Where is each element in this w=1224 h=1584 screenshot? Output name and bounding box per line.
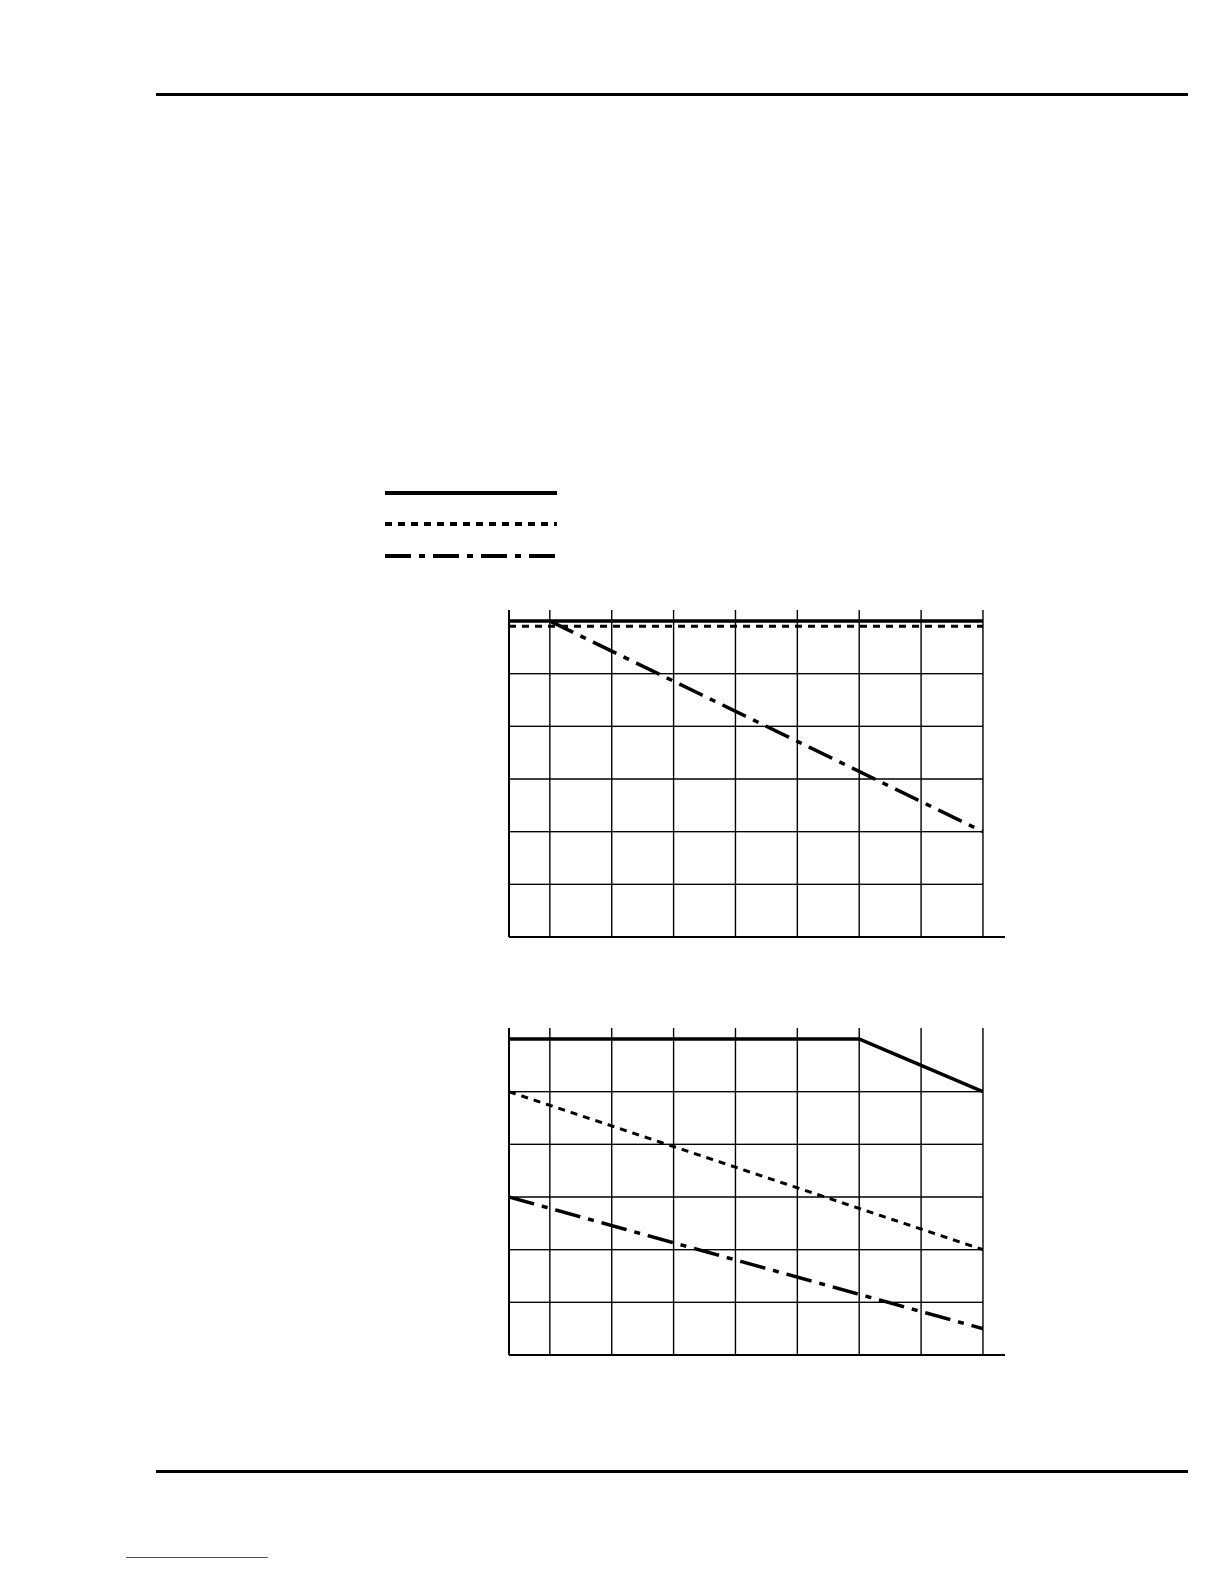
chart-legend — [384, 482, 564, 572]
footer-rule — [156, 1470, 1188, 1473]
chart-bottom-series-dotted — [509, 1092, 983, 1250]
legend-swatches — [384, 482, 564, 572]
chart-bottom-series-dash-dot — [509, 1197, 983, 1329]
chart-top — [500, 600, 1010, 945]
chart-bottom-series-solid — [509, 1039, 983, 1092]
header-rule — [156, 93, 1188, 96]
chart-bottom — [500, 1018, 1010, 1363]
footer-link-underline[interactable] — [126, 1557, 268, 1558]
chart-bottom-svg — [500, 1018, 1010, 1363]
chart-top-svg — [500, 600, 1010, 945]
